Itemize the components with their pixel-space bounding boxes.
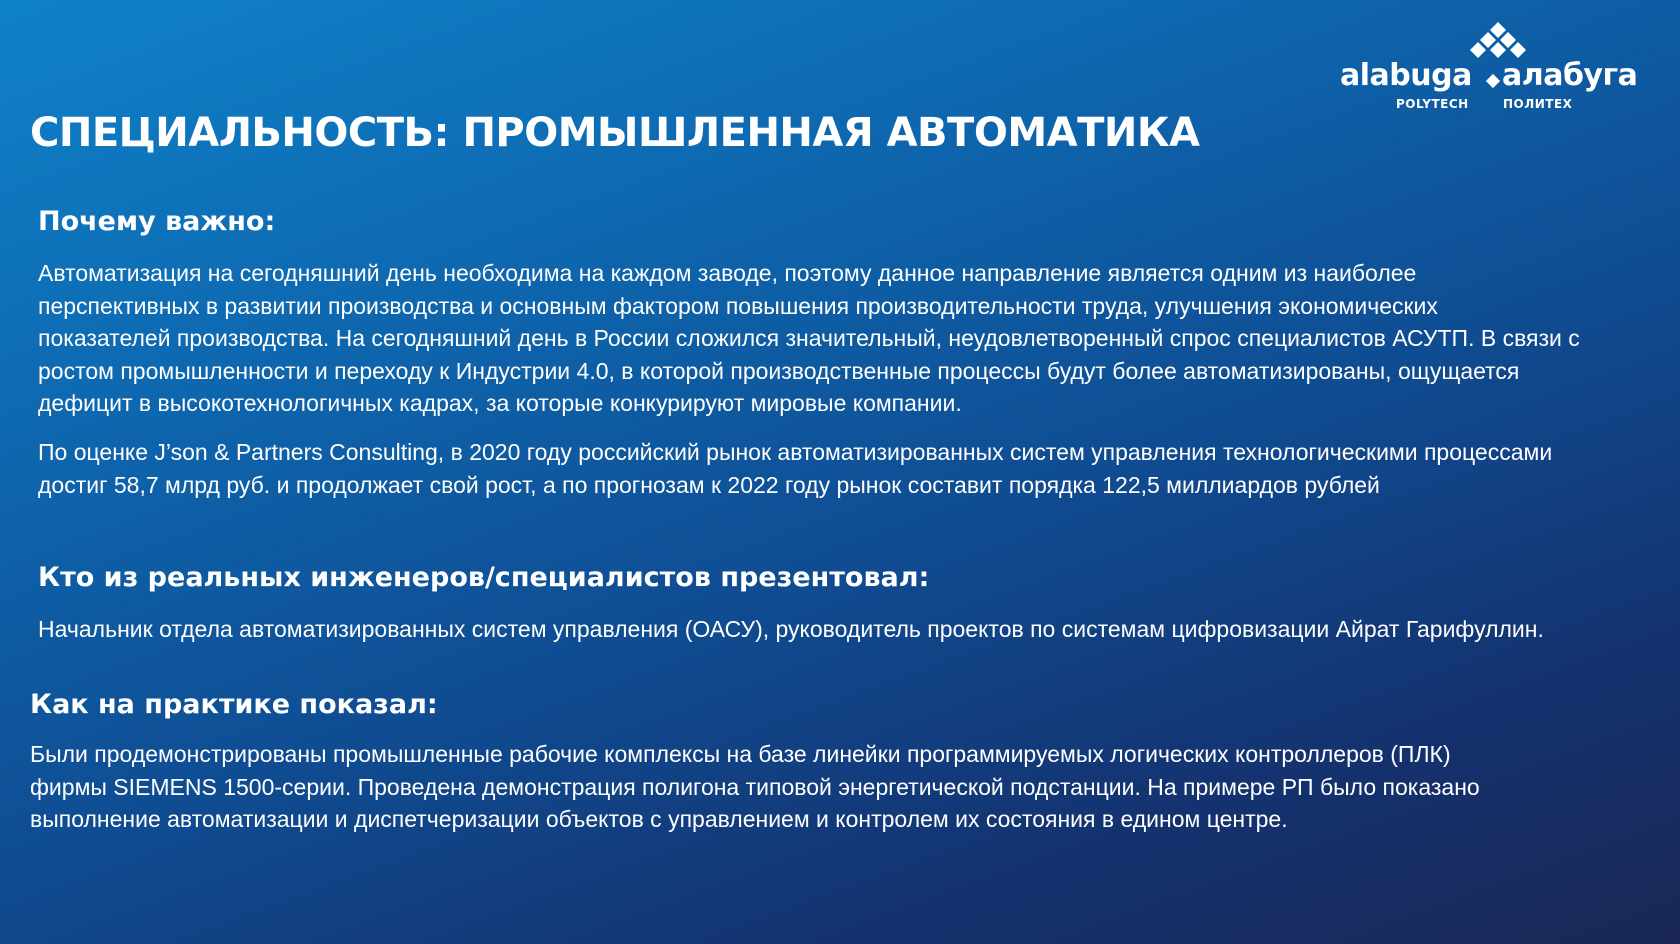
- practice-paragraph: [30, 738, 1480, 836]
- presenter-text: Начальник отдела автоматизированных систем управления (ОАСУ), руководитель проектов по системам цифровизации Айрат Гарифуллин.: [38, 616, 1544, 642]
- why-important-heading: Почему важно:: [38, 206, 276, 237]
- paragraph-line: По оценке J’son & Partners Consulting, в 2020 году российский рынок автоматизированных систем управления технологическими процессами: [38, 439, 1553, 465]
- paragraph-line: Были продемонстрированы промышленные рабочие комплексы на базе линейки программируемых логических контроллеров (ПЛК): [30, 741, 1451, 767]
- paragraph-line: Автоматизация на сегодняшний день необходима на каждом заводе, поэтому данное направление является одним из наиболее: [38, 260, 1417, 286]
- logo-cyrillic-sub: ПОЛИТЕХ: [1503, 97, 1573, 111]
- logo-latin: alabuga: [1340, 58, 1472, 93]
- presenter-heading: Кто из реальных инженеров/специалистов презентовал:: [38, 562, 930, 593]
- paragraph-line: ростом промышленности и переходу к Индустрии 4.0, в которой производственные процессы будут более автоматизированы, ощущается: [38, 357, 1520, 384]
- logo-diamond-icon: [1486, 74, 1500, 88]
- paragraph-line: фирмы SIEMENS 1500-серии. Проведена демонстрация полигона типовой энергетической подстанции. На примере РП было показано: [30, 773, 1480, 800]
- paragraph-line: выполнение автоматизации и диспетчеризации объектов с управлением и контролем их состояния в едином центре.: [30, 806, 1288, 832]
- why-important-paragraph-1: [38, 257, 1580, 420]
- paragraph-line: дефицит в высокотехнологичных кадрах, за которые конкурируют мировые компании.: [38, 390, 962, 416]
- paragraph-line: показателей производства. На сегодняшний день в России сложился значительный, неудовлетворенный спрос специалистов АСУТП. В связи с: [38, 325, 1580, 351]
- practice-heading: Как на практике показал:: [30, 689, 438, 720]
- why-important-paragraph-2: [38, 436, 1552, 501]
- page-title: СПЕЦИАЛЬНОСТЬ: ПРОМЫШЛЕННАЯ АВТОМАТИКА: [30, 110, 1200, 156]
- paragraph-line: перспективных в развитии производства и основным фактором повышения производительности труда, улучшения экономических: [38, 292, 1438, 319]
- paragraph-line: достиг 58,7 млрд руб. и продолжает свой рост, а по прогнозам к 2022 году рынок составит порядка 122,5 миллиардов рублей: [38, 471, 1380, 498]
- logo-latin-sub: POLYTECH: [1396, 97, 1469, 111]
- alabuga-logo: [1340, 20, 1640, 115]
- logo-cyrillic: алабуга: [1502, 58, 1638, 93]
